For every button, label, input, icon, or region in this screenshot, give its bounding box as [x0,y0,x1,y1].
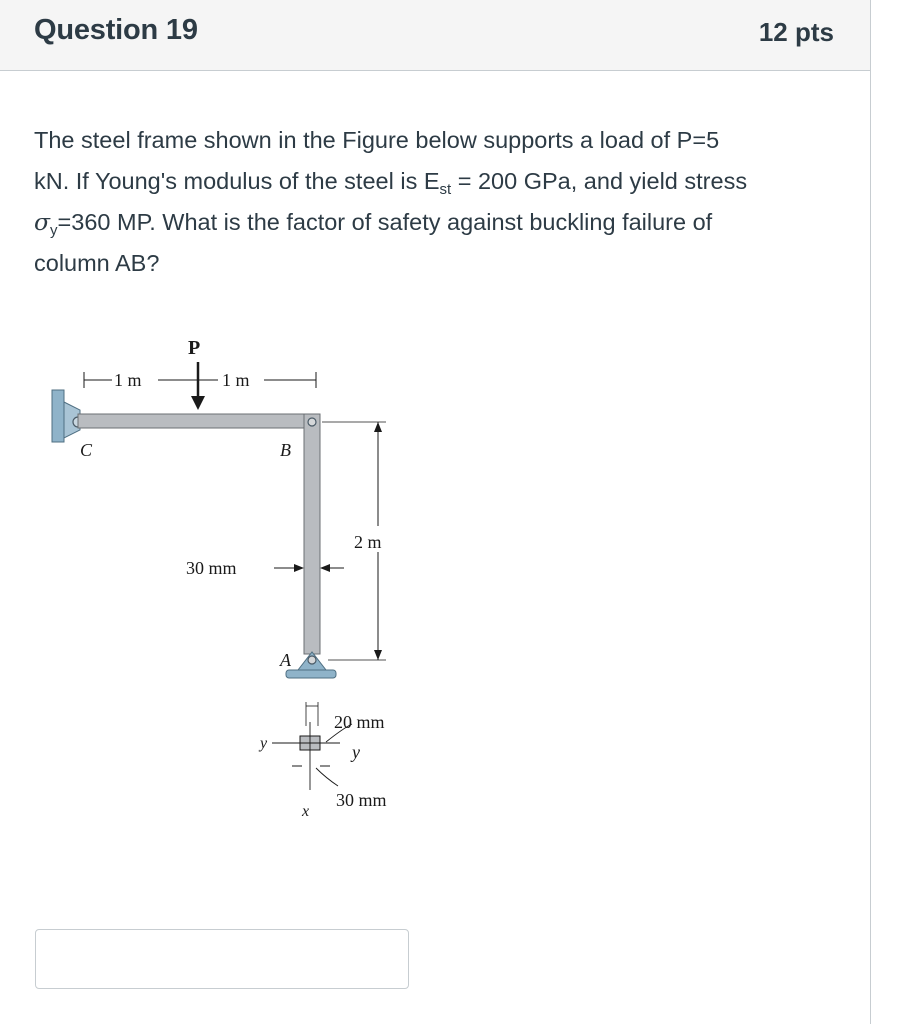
question-text [34,120,844,284]
question-text-line [34,161,844,202]
dim-arrowhead [374,422,382,432]
text-fragment: = 200 GPa, and yield stress [451,168,748,194]
question-text-line [34,202,844,243]
load-arrowhead [191,396,205,410]
wall-support-c [52,390,64,442]
question-points: 12 pts [758,17,834,47]
column-ab [304,414,320,654]
axis-y-label-right: y [352,742,360,762]
section-depth-label: 20 mm [334,712,385,732]
question-text-line: The steel frame shown in the Figure below supports a load of P=5 [34,127,720,153]
beam-cb [78,414,318,428]
dim-arrowhead [320,564,330,572]
support-c-label: C [80,440,93,460]
width-label: 30 mm [186,558,237,578]
span2-label: 1 m [222,370,250,390]
support-a-base [286,670,336,678]
pin-b [308,418,316,426]
subscript: st [439,181,452,198]
sigma-symbol: σ [34,208,51,236]
dim-arrowhead [294,564,304,572]
steel-frame-figure [40,330,440,830]
load-label: P [188,337,201,359]
axis-x-label: x [302,803,310,820]
text-fragment: =360 MP. What is the factor of safety against buckling failure of [57,209,713,235]
subscript: y [50,222,58,239]
span1-label: 1 m [114,370,142,390]
question-text-line: column AB? [34,250,160,276]
answer-input[interactable] [35,929,409,989]
joint-a-label: A [280,650,291,670]
question-title: Question 19 [34,14,198,46]
dim-arrowhead [374,650,382,660]
question-header [0,0,870,71]
height-label: 2 m [354,532,382,552]
section-width-label: 30 mm [336,790,387,810]
axis-y-label-left: y [260,735,268,752]
text-fragment: kN. If Young's modulus of the steel is E [34,168,440,194]
joint-b-label: B [280,440,291,460]
pin-a [308,656,316,664]
